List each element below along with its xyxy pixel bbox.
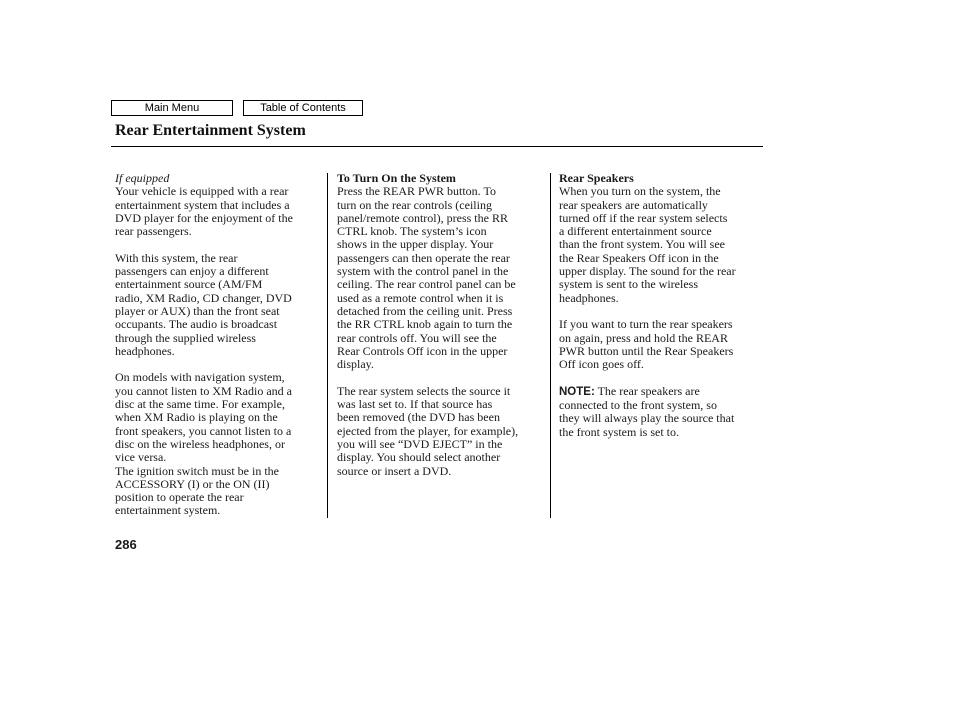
text-line: the Rear Speakers Off icon in the xyxy=(559,250,719,265)
text-line: turn on the rear controls (ceiling xyxy=(337,197,492,212)
text-line: Off icon goes off. xyxy=(559,357,644,372)
text-line: entertainment system. xyxy=(115,503,221,518)
text-line: On models with navigation system, xyxy=(115,370,285,385)
column-turn-on xyxy=(337,172,543,478)
text-line: panel/remote control), press the RR xyxy=(337,210,508,225)
text-line: DVD player for the enjoyment of the xyxy=(115,210,293,225)
intro-paragraph-1 xyxy=(115,185,321,238)
page-title: Rear Entertainment System xyxy=(115,122,306,139)
rear-speakers-paragraph-1 xyxy=(559,185,765,305)
column-intro xyxy=(115,172,321,518)
text-line: When you turn on the system, the xyxy=(559,184,721,199)
text-line: through the supplied wireless xyxy=(115,330,256,345)
intro-paragraph-3 xyxy=(115,371,321,464)
note-label: NOTE: xyxy=(559,385,595,398)
text-line: headphones. xyxy=(115,343,175,358)
text-line xyxy=(559,385,765,399)
table-of-contents-button[interactable]: Table of Contents xyxy=(243,100,363,116)
title-divider xyxy=(111,146,763,147)
text-line: With this system, the rear xyxy=(115,250,238,265)
intro-paragraph-2 xyxy=(115,252,321,358)
text-line: system with the control panel in the xyxy=(337,264,509,279)
text-line: headphones. xyxy=(559,290,619,305)
turn-on-paragraph-1 xyxy=(337,185,543,371)
text-line: vice versa. xyxy=(115,450,167,465)
text-line: the front system is set to. xyxy=(559,424,679,439)
text-line: turned off if the rear system selects xyxy=(559,210,728,225)
text-line: ACCESSORY (I) or the ON (II) xyxy=(115,476,270,491)
column-rear-speakers xyxy=(559,172,765,439)
note-text: The rear speakers are xyxy=(594,383,700,398)
text-line: used as a remote control when it is xyxy=(337,290,504,305)
main-menu-button[interactable]: Main Menu xyxy=(111,100,233,116)
text-line: CTRL knob. The system’s icon xyxy=(337,224,487,239)
text-line: PWR button until the Rear Speakers xyxy=(559,343,734,358)
text-line: Press the REAR PWR button. To xyxy=(337,184,496,199)
text-line: passengers can enjoy a different xyxy=(115,264,269,279)
text-line: on again, press and hold the REAR xyxy=(559,330,728,345)
text-line: rear passengers. xyxy=(115,224,192,239)
text-line: was last set to. If that source has xyxy=(337,397,493,412)
text-line: rear speakers are automatically xyxy=(559,197,708,212)
text-line: radio, XM Radio, CD changer, DVD xyxy=(115,290,292,305)
column-divider xyxy=(550,173,551,518)
text-line: display. You should select another xyxy=(337,450,501,465)
text-line: ejected from the player, for example), xyxy=(337,423,519,438)
turn-on-paragraph-2 xyxy=(337,385,543,478)
text-line: system is sent to the wireless xyxy=(559,277,698,292)
text-line: occupants. The audio is broadcast xyxy=(115,317,278,332)
if-equipped-note: If equipped xyxy=(115,171,170,185)
page-number: 286 xyxy=(115,537,137,552)
section-heading-rear-speakers: Rear Speakers xyxy=(559,171,634,185)
text-line: you cannot listen to XM Radio and a xyxy=(115,383,292,398)
text-line: you will see “DVD EJECT” in the xyxy=(337,436,503,451)
text-line: disc on the wireless headphones, or xyxy=(115,436,285,451)
section-heading-turn-on: To Turn On the System xyxy=(337,171,456,185)
text-line: shows in the upper display. Your xyxy=(337,237,494,252)
rear-speakers-paragraph-2 xyxy=(559,318,765,371)
text-line: If you want to turn the rear speakers xyxy=(559,317,733,332)
text-line: entertainment source (AM/FM xyxy=(115,277,263,292)
text-line: entertainment system that includes a xyxy=(115,197,290,212)
text-line: position to operate the rear xyxy=(115,490,244,505)
text-line: display. xyxy=(337,357,374,372)
intro-paragraph-4 xyxy=(115,465,321,518)
text-line: rear controls off. You will see the xyxy=(337,330,497,345)
text-line: upper display. The sound for the rear xyxy=(559,264,736,279)
text-line: than the front system. You will see xyxy=(559,237,725,252)
text-line: disc at the same time. For example, xyxy=(115,397,285,412)
text-line: detached from the ceiling unit. Press xyxy=(337,303,513,318)
text-line: The rear system selects the source it xyxy=(337,383,511,398)
text-line: ceiling. The rear control panel can be xyxy=(337,277,516,292)
text-line: when XM Radio is playing on the xyxy=(115,410,278,425)
text-line: Your vehicle is equipped with a rear xyxy=(115,184,289,199)
column-divider xyxy=(327,173,328,518)
text-line: Rear Controls Off icon in the upper xyxy=(337,343,508,358)
text-line: source or insert a DVD. xyxy=(337,463,452,478)
text-line: player or AUX) than the front seat xyxy=(115,303,280,318)
text-line: connected to the front system, so xyxy=(559,398,717,413)
text-line: passengers can then operate the rear xyxy=(337,250,510,265)
text-line: front speakers, you cannot listen to a xyxy=(115,423,292,438)
text-line: they will always play the source that xyxy=(559,411,735,426)
text-line: a different entertainment source xyxy=(559,224,712,239)
note-paragraph xyxy=(559,385,765,439)
text-line: been removed (the DVD has been xyxy=(337,410,500,425)
text-line: the RR CTRL knob again to turn the xyxy=(337,317,513,332)
text-line: The ignition switch must be in the xyxy=(115,463,279,478)
